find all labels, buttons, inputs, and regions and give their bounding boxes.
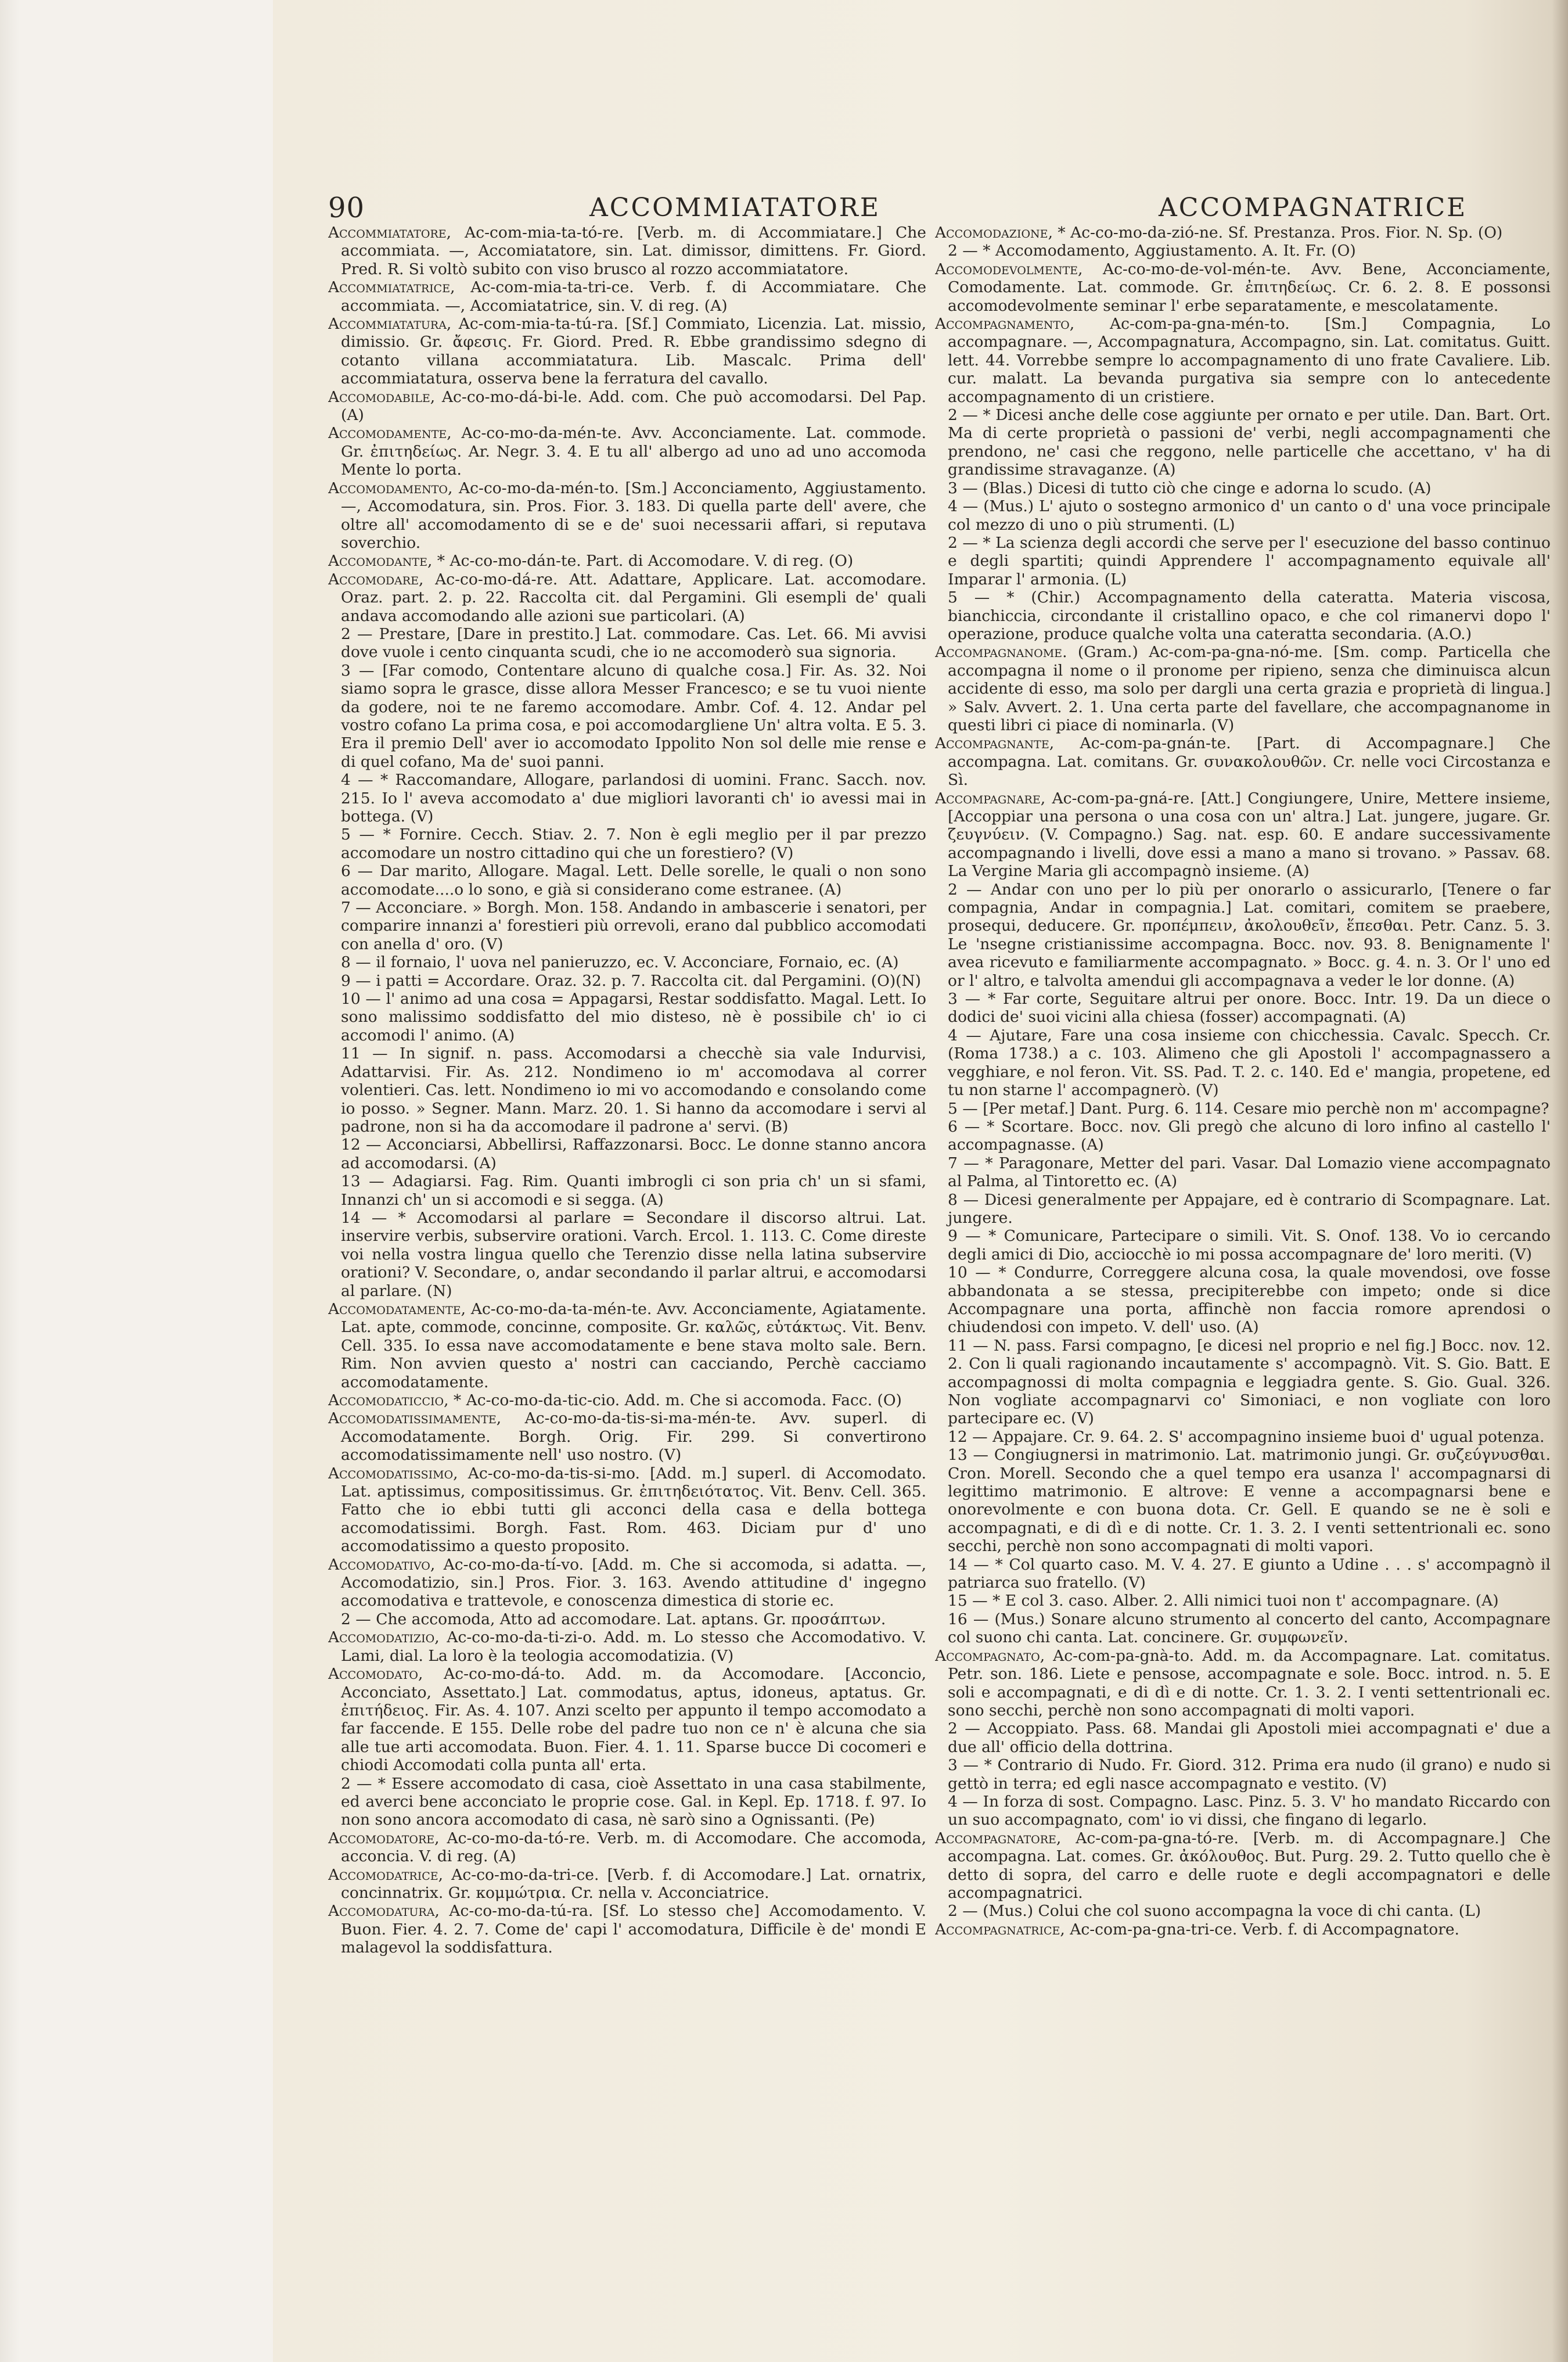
entry-sense	[935, 1902, 1551, 1920]
page-number: 90	[328, 192, 365, 224]
entry-text: 4 — (Mus.) L' ajuto o sostegno armonico d' un canto o d' una voce principale col mezzo di uno o più strumenti. (L)	[948, 497, 1551, 534]
entry-text: 14 — * Accomodarsi al parlare = Secondare il discorso altrui. Lat. inservire verbis, subservire orationi. Varch. Ercol. 1. 113. C. Come direste voi nella vostra lingua quello che Terenzio disse nella latina subservire orationi? V. Secondare, o, andar secondando il parlar altrui, e accomodarsi al parlare. (N)	[341, 1208, 926, 1300]
entry-text: 2 — * Essere accomodato di casa, cioè Assettato in una casa stabilmente, ed averci bene acconciato le proprie cose. Gal. in Kepl. Ep. 1718. f. 97. Io non sono ancora accomodato di casa, nè sarò sino a Ognissanti. (Pe)	[341, 1774, 926, 1829]
entry-headword: Accompagnare	[935, 789, 1041, 807]
entry-text: . (Gram.) Ac-com-pa-gna-nó-me. [Sm. comp. Particella che accompagna il nome o il pronome per ripieno, senza che diminuisca alcun accidente di esso, ma solo per dargli una certa grazia e proprietà di lingua.] » Salv. Avvert. 2. 1. Una certa parte del favellare, che accompagnanome in questi libri ci piace di nominarla. (V)	[948, 643, 1551, 734]
entry-headword: Accomodevolmente	[935, 260, 1078, 278]
entry-text: 9 — * Comunicare, Partecipare o simili. Vit. S. Onof. 138. Vo io cercando degli amici di Dio, acciocchè io mi possa accompagnare de' loro meriti. (V)	[948, 1227, 1551, 1263]
entry-headword: Accompagnamento	[935, 315, 1070, 333]
entry-text: , Ac-co-mo-dá-bi-le. Add. com. Che può accomodarsi. Del Pap. (A)	[341, 387, 926, 425]
right-column	[935, 224, 1551, 2332]
entry-text: 13 — Congiugnersi in matrimonio. Lat. matrimonio jungi. Gr. συζεύγνυσθαι. Cron. Morell. Secondo che a quel tempo era usanza l' accompagnarsi di legittimo matrimonio. E altrove: E venne a accompagnarsi bene e onorevolmente e con buona dota. Cr. Gell. E quando se ne è soli e accompagnati, e di dì e di notte. Cr. 1. 3. 2. I venti settentrionali ec. sono secchi, perchè non sono accompagnati di molti vapori.	[948, 1446, 1551, 1556]
entry-sense	[935, 990, 1551, 1026]
entry-sense	[935, 1100, 1551, 1118]
entry-text: , Ac-co-mo-da-tí-vo. [Add. m. Che si accomoda, si adatta. —, Accomodatizio, sin.] Pros. Fior. 3. 163. Avendo attitudine d' ingegno accomodativa e trattevole, e conoscenza dimestica di storie ec.	[341, 1555, 926, 1610]
entry-sense	[935, 1592, 1551, 1610]
entry-sense	[935, 1720, 1551, 1756]
entry-text: 3 — (Blas.) Dicesi di tutto ciò che cinge e adorna lo scudo. (A)	[948, 479, 1432, 497]
dictionary-entry	[328, 1866, 926, 1902]
entry-sense	[935, 1446, 1551, 1555]
entry-sense	[935, 534, 1551, 588]
dictionary-entry	[328, 479, 926, 552]
entry-headword: Accompagnante	[935, 734, 1049, 753]
dictionary-entry	[935, 789, 1551, 881]
entry-text: 14 — * Col quarto caso. M. V. 4. 27. E giunto a Udine . . . s' accompagnò il patriarca suo fratello. (V)	[948, 1555, 1551, 1592]
dictionary-entry	[328, 1300, 926, 1391]
dictionary-entry	[328, 552, 926, 570]
entry-sense	[935, 1263, 1551, 1337]
book-spine-shadow	[0, 0, 20, 2362]
entry-headword: Accommiatatrice	[328, 278, 451, 297]
entry-sense	[935, 1337, 1551, 1428]
entry-text: 2 — (Mus.) Colui che col suono accompagna la voce di chi canta. (L)	[948, 1902, 1481, 1921]
dictionary-entry	[935, 260, 1551, 315]
dictionary-entry	[935, 643, 1551, 734]
entry-headword: Accomodato	[328, 1665, 418, 1683]
page-edge-shadow	[1552, 0, 1568, 2362]
running-header	[328, 192, 1524, 227]
entry-sense	[935, 1026, 1551, 1100]
entry-sense	[935, 1793, 1551, 1829]
entry-headword: Accomodatissimamente	[328, 1409, 497, 1428]
entry-headword: Accompagnanome	[935, 643, 1063, 662]
header-right-guideword: ACCOMPAGNATRICE	[1159, 193, 1468, 222]
entry-text: 11 — In signif. n. pass. Accomodarsi a checchè sia vale Indurvisi, Adattarvisi. Fir. As. 212. Nondimeno io m' accomodava al correr volentieri. Cas. lett. Nondimeno io mi vo accomodando e consolando come io posso. » Segner. Mann. Marz. 20. 1. Si hanno da accomodare i servi al padrone, non si ha da accomodare il padrone a' servi. (B)	[341, 1044, 926, 1136]
entry-text: 12 — Acconciarsi, Abbellirsi, Raffazzonarsi. Bocc. Le donne stanno ancora ad accomodarsi. (A)	[341, 1136, 926, 1172]
dictionary-entry	[328, 388, 926, 425]
entry-sense	[935, 1191, 1551, 1227]
dictionary-entry	[328, 1902, 926, 1957]
entry-headword: Accomodatore	[328, 1829, 435, 1847]
header-left-guideword: ACCOMMIATATORE	[589, 193, 881, 222]
entry-sense	[935, 1756, 1551, 1793]
entry-text: , Ac-co-mo-da-ta-mén-te. Avv. Acconciamente, Agiatamente. Lat. apte, commode, concinne, composite. Gr. καλῶς, εὐτάκτως. Vit. Benv. Cell. 335. Io essa nave accomodatamente e bene stava molto sale. Bern. Rim. Non avvien questo a' nostri can cacciando, Perchè cacciamo accomodatamente.	[341, 1300, 926, 1391]
entry-sense	[328, 1775, 926, 1829]
dictionary-entry	[935, 1921, 1551, 1939]
entry-text: 4 — In forza di sost. Compagno. Lasc. Pinz. 5. 3. V' ho mandato Riccardo con un suo accompagnato, com' io vi dissi, che fingano di legarlo.	[948, 1792, 1551, 1829]
entry-sense	[328, 1044, 926, 1136]
entry-text: 15 — * E col 3. caso. Alber. 2. Alli nimici tuoi non t' accompagnare. (A)	[948, 1592, 1499, 1610]
entry-text: , Ac-co-mo-da-mén-to. [Sm.] Acconciamento, Aggiustamento. —, Accomodatura, sin. Pros. Fior. 3. 183. Di quella parte dell' avere, che oltre all' accomodamento di se e de' suoi necessarii affari, si reputava soverchio.	[341, 479, 926, 552]
dictionary-entry	[328, 278, 926, 315]
entry-text: 2 — * La scienza degli accordi che serve per l' esecuzione del basso continuo e degli spartiti; quindi Apprendere l' accompagnamento equivale all' Imparar l' armonia. (L)	[948, 533, 1551, 588]
entry-sense	[935, 1428, 1551, 1446]
entry-sense	[935, 479, 1551, 497]
dictionary-entry	[935, 734, 1551, 789]
entry-headword: Accomodante	[328, 552, 427, 570]
entry-headword: Accompagnatore	[935, 1829, 1056, 1847]
entry-text: 2 — * Accomodamento, Aggiustamento. A. It. Fr. (O)	[948, 242, 1356, 260]
left-column	[328, 224, 926, 2332]
entry-text: 8 — il fornaio, l' uova nel panieruzzo, ec. V. Acconciare, Fornaio, ec. (A)	[341, 953, 899, 972]
entry-text: 2 — * Dicesi anche delle cose aggiunte per ornato e per utile. Dan. Bart. Ort. Ma di certe proprietà o passioni de' verbi, negli accompagnamenti che prendono, ne' casi che reggono, nelle particelle che accettano, v' ha di grandissime stravaganze. (A)	[948, 406, 1551, 479]
entry-text: 16 — (Mus.) Sonare alcuno strumento al concerto del canto, Accompagnare col suono chi canta. Lat. concinere. Gr. συμφωνεῖν.	[948, 1610, 1551, 1647]
entry-headword: Accommiatatura	[328, 315, 447, 333]
entry-sense	[935, 588, 1551, 643]
entry-text: 6 — Dar marito, Allogare. Magal. Lett. Delle sorelle, le quali o non sono accomodate....o lo sono, e già si considerano come estranee. (A)	[341, 862, 926, 899]
entry-text: , Ac-co-mo-de-vol-mén-te. Avv. Bene, Acconciamente, Comodamente. Lat. commode. Gr. ἐπιτηδείως. Cr. 6. 2. 8. E possonsi accomodevolmente seminar l' erbe separatamente, e mescolatamente.	[948, 260, 1551, 315]
entry-headword: Accomodativo	[328, 1555, 430, 1574]
entry-text: 3 — * Far corte, Seguitare altrui per onore. Bocc. Intr. 19. Da un diece o dodici de' suoi vicini alla chiesa (fosser) accompagnati. (A)	[948, 990, 1551, 1026]
entry-text: 3 — * Contrario di Nudo. Fr. Giord. 312. Prima era nudo (il grano) e nudo si gettò in terra; ed egli nasce accompagnato e vestito. (V)	[948, 1756, 1551, 1793]
entry-text: , Ac-com-pa-gná-re. [Att.] Congiungere, Unire, Mettere insieme, [Accoppiar una persona o una cosa con un' altra.] Lat. jungere, jugare. Gr. ζευγνύειν. (V. Compagno.) Sag. nat. esp. 60. E andare successivamente accompagnando i livelli, dove essi a mano a mano si trovano. » Passav. 68. La Vergine Maria gli accompagnò insieme. (A)	[948, 789, 1551, 881]
dictionary-entry	[328, 1829, 926, 1866]
dictionary-entry	[935, 315, 1551, 406]
entry-headword: Accompagnato	[935, 1646, 1040, 1665]
dictionary-entry	[328, 1464, 926, 1556]
entry-text: 10 — * Condurre, Correggere alcuna cosa, la quale movendosi, ove fosse abbandonata a se stessa, precipiterebbe con impeto; onde si dice Accompagnare una porta, affinchè non faccia romore aprendosi o chiudendosi con impeto. V. dell' uso. (A)	[948, 1263, 1551, 1337]
entry-text: , Ac-co-mo-dá-to. Add. m. da Accomodare. [Acconcio, Acconciato, Assettato.] Lat. commodatus, aptus, idoneus, aptatus. Gr. ἐπιτήδειος. Fir. As. 4. 107. Anzi scelto per appunto il tempo accomodato a far faccende. E 155. Delle robe del padre tuo non ce n' è alcuna che sia alle tue arti accomodata. Buon. Fier. 4. 1. 11. Sparse bucce Di cocomeri e chiodi Accomodati colla punta all' erta.	[341, 1665, 926, 1775]
dictionary-entry	[328, 424, 926, 479]
entry-text: 12 — Appajare. Cr. 9. 64. 2. S' accompagnino insieme buoi d' ugual potenza.	[948, 1427, 1545, 1446]
dictionary-page	[273, 0, 1568, 2362]
entry-headword: Accomodatizio	[328, 1628, 435, 1647]
dictionary-entry	[328, 1556, 926, 1610]
entry-headword: Accomodamente	[328, 424, 447, 443]
entry-text: 2 — Che accomoda, Atto ad accomodare. Lat. aptans. Gr. προσάπτων.	[341, 1610, 886, 1628]
entry-text: , * Ac-co-mo-da-zió-ne. Sf. Prestanza. Pros. Fior. N. Sp. (O)	[1048, 224, 1503, 242]
dictionary-entry	[935, 224, 1551, 242]
entry-sense	[328, 771, 926, 825]
entry-text: 11 — N. pass. Farsi compagno, [e dicesi nel proprio e nel fig.] Bocc. nov. 12. 2. Con li quali ragionando incautamente s' accompagnò. Vit. S. Gio. Batt. E accompagnossi di molta compagnia e leggiadra gente. S. Gio. Gual. 326. Non vogliate accompagnarvi co' Simoniaci, e non vogliate con loro partecipare ec. (V)	[948, 1336, 1551, 1428]
entry-text: , Ac-co-mo-da-mén-te. Avv. Acconciamente. Lat. commode. Gr. ἐπιτηδείως. Ar. Negr. 3. 4. E tu all' albergo ad uno ad uno accomoda Mente lo porta.	[341, 424, 926, 479]
entry-text: , * Ac-co-mo-dán-te. Part. di Accomodare. V. di reg. (O)	[427, 552, 854, 570]
entry-text: , Ac-com-pa-gna-tó-re. [Verb. m. di Accompagnare.] Che accompagna. Lat. comes. Gr. ἀκόλουθος. But. Purg. 29. 2. Tutto quello che è detto di sopra, del carro e delle ruote e degli accompagnatori e delle accompagnatrici.	[948, 1829, 1551, 1902]
entry-text: , Ac-co-mo-da-tú-ra. [Sf. Lo stesso che] Accomodamento. V. Buon. Fier. 4. 2. 7. Come de' capi l' accomodatura, Difficile è de' mondi E malagevol la soddisfattura.	[341, 1902, 926, 1957]
dictionary-entry	[328, 1628, 926, 1665]
entry-sense	[328, 990, 926, 1044]
entry-sense	[328, 972, 926, 990]
entry-text: 3 — [Far comodo, Contentare alcuno di qualche cosa.] Fir. As. 32. Noi siamo sopra le grasce, disse allora Messer Francesco; e se tu vuoi niente da godere, noi te ne faremo accomodare. Ambr. Cof. 4. 12. Andar pel vostro cofano La prima cosa, e poi accomodargliene Un' altra volta. E 5. 3. Era il premio Dell' aver io accomodato Ippolito Non sol delle mie rense e di quel cofano, Ma de' suoi panni.	[341, 661, 926, 771]
entry-text: 5 — * (Chir.) Accompagnamento della cateratta. Materia viscosa, bianchiccia, circondante il cristallino opaco, e che col rimanervi dopo l' operazione, produce qualche volta una cateratta secondaria. (A.O.)	[948, 588, 1551, 643]
entry-text: 7 — * Paragonare, Metter del pari. Vasar. Dal Lomazio viene accompagnato al Palma, al Tintoretto ec. (A)	[948, 1154, 1551, 1191]
entry-headword: Accompagnatrice	[935, 1920, 1060, 1939]
entry-sense	[935, 1154, 1551, 1191]
entry-sense	[328, 1172, 926, 1209]
entry-text: , Ac-com-pa-gna-tri-ce. Verb. f. di Accompagnatore.	[1060, 1920, 1459, 1939]
entry-text: 4 — * Raccomandare, Allogare, parlandosi di uomini. Franc. Sacch. nov. 215. Io l' aveva accomodato a' due migliori lavoranti ch' io avessi mai in bottega. (V)	[341, 771, 926, 825]
entry-text: , Ac-com-mia-ta-tri-ce. Verb. f. di Accommiatare. Che accommiata. —, Accomiatatrice, sin. V. di reg. (A)	[341, 278, 926, 315]
entry-headword: Accomodatura	[328, 1902, 435, 1921]
entry-sense	[935, 1227, 1551, 1263]
entry-sense	[935, 881, 1551, 990]
entry-headword: Accomodazione	[935, 224, 1048, 242]
entry-sense	[328, 1209, 926, 1300]
entry-text: 5 — * Fornire. Cecch. Stiav. 2. 7. Non è egli meglio per il par prezzo accomodare un nostro cittadino qui che un forestiero? (V)	[341, 825, 926, 862]
entry-headword: Accomodatrice	[328, 1865, 438, 1884]
entry-text: , Ac-co-mo-dá-re. Att. Adattare, Applicare. Lat. accomodare. Oraz. part. 2. p. 22. Raccolta cit. dal Pergamini. Gli esempli de' quali andava accomodando alle azioni sue particolari. (A)	[341, 570, 926, 625]
entry-sense	[935, 1118, 1551, 1154]
entry-sense	[328, 1136, 926, 1172]
dictionary-entry	[328, 1391, 926, 1409]
entry-sense	[935, 242, 1551, 260]
entry-text: , Ac-co-mo-da-tó-re. Verb. m. di Accomodare. Che accomoda, acconcia. V. di reg. (A)	[341, 1829, 926, 1866]
entry-sense	[328, 825, 926, 862]
dictionary-entry	[328, 1409, 926, 1464]
entry-headword: Accommiatatore	[328, 224, 447, 242]
entry-text: 13 — Adagiarsi. Fag. Rim. Quanti imbrogli ci son pria ch' un si sfami, Innanzi ch' un si accomodi e si segga. (A)	[341, 1172, 926, 1209]
entry-sense	[328, 662, 926, 771]
entry-sense	[935, 1610, 1551, 1647]
entry-text: , Ac-com-pa-gna-mén-to. [Sm.] Compagnia, Lo accompagnare. —, Accompagnatura, Accompagno, sin. Lat. comitatus. Guitt. lett. 44. Vorrebbe sempre lo accompagnamento di uno frate Cavaliere. Lib. cur. malatt. La bevanda purgativa sia sempre con lo antecedente accompagnamento di un cristiere.	[948, 315, 1551, 406]
entry-text: , Ac-co-mo-da-ti-zi-o. Add. m. Lo stesso che Accomodativo. V. Lami, dial. La loro è la teologia accomodatizia. (V)	[341, 1628, 926, 1665]
entry-headword: Accomodamento	[328, 479, 448, 497]
entry-text: 4 — Ajutare, Fare una cosa insieme con chicchessia. Cavalc. Specch. Cr. (Roma 1738.) a c. 103. Alimeno che gli Apostoli l' accompagnassero a vegghiare, e nol feron. Vit. SS. Pad. T. 2. c. 140. Ed e' mangia, propetene, ed tu non starne l' accompagnerò. (V)	[948, 1026, 1551, 1100]
entry-headword: Accomodaticcio	[328, 1391, 444, 1409]
entry-sense	[328, 953, 926, 971]
entry-text: , Ac-com-mia-ta-tú-ra. [Sf.] Commiato, Licenzia. Lat. missio, dimissio. Gr. ἄφεσις. Fr. Giord. Pred. R. Ebbe grandissimo sdegno di cotanto villana accommiatatura. Lib. Mascalc. Prima dell' accommiatatura, osserva bene la ferratura del cavallo.	[341, 315, 926, 388]
entry-sense	[328, 862, 926, 899]
entry-headword: Accomodare	[328, 570, 419, 588]
entry-text: 2 — Andar con uno per lo più per onorarlo o assicurarlo, [Tenere o far compagnia, Andar in compagnia.] Lat. comitari, comitem se praebere, prosequi, deducere. Gr. προπέμπειν, ἀκολουθεῖν, ἕπεσθαι. Petr. Canz. 5. 3. Le 'nsegne cristianissime accompagna. Bocc. nov. 93. 8. Benignamente l' avea ricevuto e familiarmente accompagnato. » Bocc. g. 4. n. 3. Or l' uno ed or l' altro, e talvolta amendui gli accompagnava a veder le lor donne. (A)	[948, 880, 1551, 990]
entry-text: , Ac-com-pa-gnà-to. Add. m. da Accompagnare. Lat. comitatus. Petr. son. 186. Liete e pensose, accompagnate e sole. Bocc. introd. n. 5. E soli e accompagnati, e di dì e di notte. Cr. 1. 3. 2. I venti settentrionali ec. sono secchi, perchè non sono accompagnati di molti vapori.	[948, 1646, 1551, 1720]
entry-text: , Ac-com-mia-ta-tó-re. [Verb. m. di Accommiatare.] Che accommiata. —, Accomiatatore, sin. Lat. dimissor, dimittens. Fr. Giord. Pred. R. Si voltò subito con viso brusco al rozzo accommiatatore.	[341, 224, 926, 278]
entry-text: 2 — Accoppiato. Pass. 68. Mandai gli Apostoli miei accompagnati e' due a due all' officio della dottrina.	[948, 1720, 1551, 1756]
entry-headword: Accomodatissimo	[328, 1464, 454, 1482]
entry-text: 7 — Acconciare. » Borgh. Mon. 158. Andando in ambascerie i senatori, per comparire innanzi a' forestieri più orrevoli, erano dal pubblico accomodati con anella d' oro. (V)	[341, 899, 926, 953]
entry-text: , Ac-com-pa-gnán-te. [Part. di Accompagnare.] Che accompagna. Lat. comitans. Gr. συνακολουθῶν. Cr. nelle voci Circostanza e Sì.	[948, 734, 1551, 789]
dictionary-entry	[328, 1665, 926, 1774]
dictionary-entry	[328, 315, 926, 388]
entry-sense	[935, 497, 1551, 534]
entry-text: , Ac-co-mo-da-tis-si-ma-mén-te. Avv. superl. di Accomodatamente. Borgh. Orig. Fir. 299. Si convertirono accomodatissimamente nell' uso nostro. (V)	[341, 1409, 926, 1464]
entry-text: 5 — [Per metaf.] Dant. Purg. 6. 114. Cesare mio perchè non m' accompagne?	[948, 1099, 1549, 1118]
entry-text: , * Ac-co-mo-da-tic-cio. Add. m. Che si accomoda. Facc. (O)	[444, 1391, 902, 1409]
entry-text: 8 — Dicesi generalmente per Appajare, ed è contrario di Scompagnare. Lat. jungere.	[948, 1190, 1551, 1227]
entry-headword: Accomodatamente	[328, 1300, 461, 1318]
entry-text: , Ac-co-mo-da-tri-ce. [Verb. f. di Accomodare.] Lat. ornatrix, concinnatrix. Gr. κομμώτρια. Cr. nella v. Acconciatrice.	[341, 1865, 926, 1902]
dictionary-entry	[935, 1647, 1551, 1720]
dictionary-entry	[328, 570, 926, 625]
entry-text: 9 — i patti = Accordare. Oraz. 32. p. 7. Raccolta cit. dal Pergamini. (O)(N)	[341, 971, 922, 990]
entry-sense	[328, 1610, 926, 1628]
dictionary-entry	[935, 1829, 1551, 1902]
entry-sense	[935, 406, 1551, 479]
entry-text: , Ac-co-mo-da-tis-si-mo. [Add. m.] superl. di Accomodato. Lat. aptissimus, compositissimus. Gr. ἐπιτηδειότατος. Vit. Benv. Cell. 365. Fatto che io ebbi tutti gli acconci della casa e della bottega accomodatissimi. Borgh. Fast. Rom. 463. Diciam pur d' uno accomodatissimo a questo proposito.	[341, 1464, 926, 1556]
entry-text: 6 — * Scortare. Bocc. nov. Gli pregò che alcuno di loro infino al castello l' accompagnasse. (A)	[948, 1117, 1551, 1154]
entry-sense	[935, 1556, 1551, 1592]
entry-text: 2 — Prestare, [Dare in prestito.] Lat. commodare. Cas. Let. 66. Mi avvisi dove vuole i cento cinquanta scudi, che io ne accomoderò sua signoria.	[341, 624, 926, 662]
entry-text: 10 — l' animo ad una cosa = Appagarsi, Restar soddisfatto. Magal. Lett. Io sono malissimo soddisfatto del mio disteso, nè è possibile ch' io ci accomodi l' animo. (A)	[341, 990, 926, 1044]
entry-headword: Accomodabile	[328, 387, 430, 406]
dictionary-entry	[328, 224, 926, 278]
entry-sense	[328, 625, 926, 662]
entry-sense	[328, 899, 926, 953]
